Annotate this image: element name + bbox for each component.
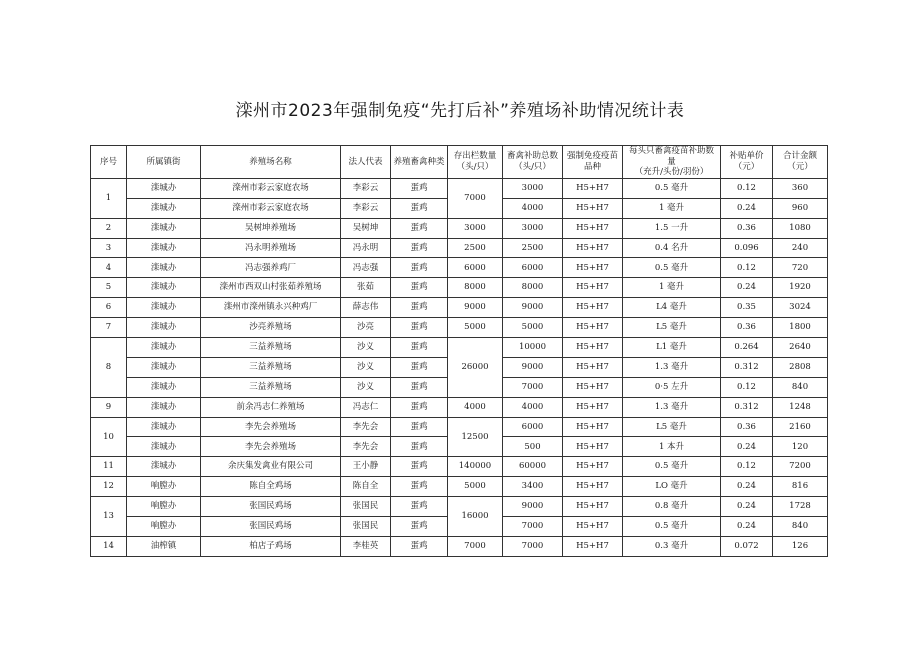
- cell-type: 蛋鸡: [391, 218, 448, 238]
- header-stock: [448, 146, 503, 179]
- cell-town: 响膛办: [127, 477, 201, 497]
- cell-farm: 三益养殖场: [201, 338, 341, 358]
- header-vaccine: [563, 146, 623, 179]
- cell-stock: 8000: [448, 278, 503, 298]
- cell-total: 7000: [503, 517, 563, 537]
- cell-dose: 1 毫升: [623, 198, 721, 218]
- cell-amount: 126: [773, 536, 828, 556]
- cell-town: 响膛办: [127, 497, 201, 517]
- cell-amount: 360: [773, 178, 828, 198]
- cell-dose: 0.4 名升: [623, 238, 721, 258]
- cell-total: 3000: [503, 218, 563, 238]
- cell-seq: 6: [91, 298, 127, 318]
- cell-dose: 0.5 毫升: [623, 517, 721, 537]
- cell-dose: LO 毫升: [623, 477, 721, 497]
- cell-rep: 李彩云: [341, 198, 391, 218]
- cell-price: 0.24: [721, 437, 773, 457]
- header-amount-line2: （元）: [787, 161, 813, 172]
- cell-type: 蛋鸡: [391, 397, 448, 417]
- cell-price: 0.072: [721, 536, 773, 556]
- cell-amount: 960: [773, 198, 828, 218]
- cell-type: 蛋鸡: [391, 258, 448, 278]
- cell-stock: 6000: [448, 258, 503, 278]
- cell-farm: 滦州市西双山村张茹养殖场: [201, 278, 341, 298]
- cell-farm: 张国民鸡场: [201, 497, 341, 517]
- cell-farm: 沙亮养殖场: [201, 318, 341, 338]
- cell-vaccine: H5+H7: [563, 238, 623, 258]
- cell-seq: 3: [91, 238, 127, 258]
- cell-price: 0.12: [721, 377, 773, 397]
- cell-town: 滦城办: [127, 238, 201, 258]
- cell-farm: 冯永明养殖场: [201, 238, 341, 258]
- cell-type: 蛋鸡: [391, 497, 448, 517]
- cell-seq: 10: [91, 417, 127, 457]
- cell-farm: 张国民鸡场: [201, 517, 341, 537]
- cell-price: 0.24: [721, 517, 773, 537]
- header-total-line1: 畜禽补助总数: [506, 151, 558, 162]
- cell-town: 滦城办: [127, 278, 201, 298]
- header-town: 所属镇街: [127, 146, 201, 179]
- cell-type: 蛋鸡: [391, 437, 448, 457]
- cell-total: 7000: [503, 536, 563, 556]
- table-row: [91, 457, 828, 477]
- cell-type: 蛋鸡: [391, 238, 448, 258]
- cell-rep: 冯志仁: [341, 397, 391, 417]
- cell-stock: 5000: [448, 318, 503, 338]
- table-row: [91, 417, 828, 437]
- cell-seq: 13: [91, 497, 127, 537]
- cell-stock: 140000: [448, 457, 503, 477]
- cell-rep: 沙亮: [341, 318, 391, 338]
- cell-farm: 冯志强养鸡厂: [201, 258, 341, 278]
- cell-town: 响膛办: [127, 517, 201, 537]
- cell-town: 滦城办: [127, 218, 201, 238]
- cell-total: 500: [503, 437, 563, 457]
- cell-rep: 薛志伟: [341, 298, 391, 318]
- page-title: 滦州市2023年强制免疫“先打后补”养殖场补助情况统计表: [235, 101, 685, 121]
- cell-vaccine: H5+H7: [563, 437, 623, 457]
- cell-farm: 柏店子鸡场: [201, 536, 341, 556]
- cell-rep: 陈自全: [341, 477, 391, 497]
- cell-amount: 1920: [773, 278, 828, 298]
- cell-total: 4000: [503, 198, 563, 218]
- cell-price: 0.264: [721, 338, 773, 358]
- cell-type: 蛋鸡: [391, 278, 448, 298]
- cell-rep: 王小静: [341, 457, 391, 477]
- cell-seq: 12: [91, 477, 127, 497]
- cell-vaccine: H5+H7: [563, 397, 623, 417]
- cell-total: 3400: [503, 477, 563, 497]
- cell-rep: 张茹: [341, 278, 391, 298]
- cell-total: 9000: [503, 298, 563, 318]
- cell-rep: 吴树坤: [341, 218, 391, 238]
- cell-vaccine: H5+H7: [563, 278, 623, 298]
- cell-seq: 4: [91, 258, 127, 278]
- cell-rep: 冯志强: [341, 258, 391, 278]
- cell-total: 10000: [503, 338, 563, 358]
- cell-price: 0.312: [721, 357, 773, 377]
- cell-dose: L1 毫升: [623, 338, 721, 358]
- cell-dose: 1.5 一升: [623, 218, 721, 238]
- cell-rep: 沙义: [341, 377, 391, 397]
- cell-dose: 0.8 毫升: [623, 497, 721, 517]
- cell-dose: 0.3 毫升: [623, 536, 721, 556]
- table-body: [91, 178, 828, 556]
- cell-price: 0.24: [721, 497, 773, 517]
- cell-dose: 0.5 毫升: [623, 258, 721, 278]
- cell-vaccine: H5+H7: [563, 536, 623, 556]
- cell-type: 蛋鸡: [391, 198, 448, 218]
- cell-vaccine: H5+H7: [563, 318, 623, 338]
- cell-amount: 2808: [773, 357, 828, 377]
- cell-stock: 16000: [448, 497, 503, 537]
- cell-amount: 840: [773, 517, 828, 537]
- cell-amount: 816: [773, 477, 828, 497]
- cell-amount: 1080: [773, 218, 828, 238]
- cell-amount: 720: [773, 258, 828, 278]
- header-row: [91, 146, 828, 179]
- header-total: [503, 146, 563, 179]
- table-row: [91, 218, 828, 238]
- header-dose: [623, 146, 721, 179]
- cell-town: 滦城办: [127, 457, 201, 477]
- cell-rep: 李彩云: [341, 178, 391, 198]
- cell-type: 蛋鸡: [391, 417, 448, 437]
- cell-type: 蛋鸡: [391, 357, 448, 377]
- cell-farm: 滦州市滦州镇永兴种鸡厂: [201, 298, 341, 318]
- cell-price: 0.312: [721, 397, 773, 417]
- cell-stock: 5000: [448, 477, 503, 497]
- header-amount-line1: 合计金额: [782, 151, 817, 162]
- cell-vaccine: H5+H7: [563, 457, 623, 477]
- table-row: [91, 178, 828, 198]
- cell-farm: 滦州市彩云家庭农场: [201, 178, 341, 198]
- cell-rep: 张国民: [341, 497, 391, 517]
- cell-town: 滦城办: [127, 298, 201, 318]
- cell-vaccine: H5+H7: [563, 178, 623, 198]
- cell-seq: 7: [91, 318, 127, 338]
- cell-price: 0.096: [721, 238, 773, 258]
- cell-price: 0.12: [721, 258, 773, 278]
- cell-vaccine: H5+H7: [563, 497, 623, 517]
- cell-price: 0.24: [721, 198, 773, 218]
- cell-rep: 李先会: [341, 437, 391, 457]
- cell-farm: 前余冯志仁养殖场: [201, 397, 341, 417]
- cell-seq: 8: [91, 338, 127, 398]
- cell-farm: 陈自全鸡场: [201, 477, 341, 497]
- cell-rep: 张国民: [341, 517, 391, 537]
- cell-rep: 沙义: [341, 357, 391, 377]
- cell-amount: 240: [773, 238, 828, 258]
- cell-price: 0.24: [721, 477, 773, 497]
- cell-rep: 李桂英: [341, 536, 391, 556]
- cell-stock: 4000: [448, 397, 503, 417]
- cell-dose: 0.5 毫升: [623, 457, 721, 477]
- cell-farm: 滦州市彩云家庭农场: [201, 198, 341, 218]
- cell-price: 0.36: [721, 417, 773, 437]
- cell-town: 滦城办: [127, 417, 201, 437]
- cell-seq: 14: [91, 536, 127, 556]
- cell-vaccine: H5+H7: [563, 417, 623, 437]
- cell-dose: 1 本升: [623, 437, 721, 457]
- cell-type: 蛋鸡: [391, 457, 448, 477]
- cell-rep: 冯永明: [341, 238, 391, 258]
- header-dose-line1: 每头只畜禽疫苗补助数量: [628, 146, 714, 167]
- cell-stock: 9000: [448, 298, 503, 318]
- cell-town: 滦城办: [127, 437, 201, 457]
- cell-amount: 840: [773, 377, 828, 397]
- cell-farm: 李先会养殖场: [201, 417, 341, 437]
- cell-town: 滦城办: [127, 377, 201, 397]
- cell-seq: 5: [91, 278, 127, 298]
- cell-seq: 2: [91, 218, 127, 238]
- cell-town: 滦城办: [127, 258, 201, 278]
- header-stock-line1: 存出栏数量: [453, 151, 497, 162]
- cell-amount: 2160: [773, 417, 828, 437]
- cell-total: 9000: [503, 357, 563, 377]
- cell-town: 滦城办: [127, 357, 201, 377]
- cell-price: 0.24: [721, 278, 773, 298]
- cell-total: 7000: [503, 377, 563, 397]
- header-dose-line2: （充升/头份/羽份）: [634, 167, 709, 178]
- cell-town: 滦城办: [127, 397, 201, 417]
- header-seq: 序号: [91, 146, 127, 179]
- cell-amount: 1248: [773, 397, 828, 417]
- subsidy-table: [90, 145, 828, 557]
- cell-vaccine: H5+H7: [563, 218, 623, 238]
- cell-total: 6000: [503, 258, 563, 278]
- cell-dose: L4 毫升: [623, 298, 721, 318]
- table-row: [91, 477, 828, 497]
- cell-stock: 2500: [448, 238, 503, 258]
- cell-type: 蛋鸡: [391, 536, 448, 556]
- table-row: [91, 318, 828, 338]
- cell-stock: 12500: [448, 417, 503, 457]
- cell-total: 8000: [503, 278, 563, 298]
- cell-seq: 9: [91, 397, 127, 417]
- cell-type: 蛋鸡: [391, 517, 448, 537]
- cell-type: 蛋鸡: [391, 477, 448, 497]
- cell-stock: 7000: [448, 536, 503, 556]
- cell-seq: 1: [91, 178, 127, 218]
- cell-type: 蛋鸡: [391, 338, 448, 358]
- header-amount: [773, 146, 828, 179]
- cell-price: 0.36: [721, 218, 773, 238]
- cell-dose: 1.3 毫升: [623, 397, 721, 417]
- cell-total: 5000: [503, 318, 563, 338]
- cell-farm: 三益养殖场: [201, 377, 341, 397]
- cell-total: 2500: [503, 238, 563, 258]
- cell-vaccine: H5+H7: [563, 258, 623, 278]
- cell-dose: 1 毫升: [623, 278, 721, 298]
- cell-rep: 沙义: [341, 338, 391, 358]
- cell-town: 油榨镇: [127, 536, 201, 556]
- cell-type: 蛋鸡: [391, 318, 448, 338]
- table-row: [91, 258, 828, 278]
- cell-seq: 11: [91, 457, 127, 477]
- cell-stock: 26000: [448, 338, 503, 398]
- cell-farm: 三益养殖场: [201, 357, 341, 377]
- header-price-line2: （元）: [733, 161, 760, 172]
- table-row: [91, 298, 828, 318]
- table-row: [91, 338, 828, 358]
- header-vaccine-line2: 品种: [583, 161, 601, 172]
- cell-dose: 0·5 左升: [623, 377, 721, 397]
- table-row: [91, 536, 828, 556]
- cell-farm: 余庆集发禽业有限公司: [201, 457, 341, 477]
- cell-vaccine: H5+H7: [563, 298, 623, 318]
- cell-dose: L5 毫升: [623, 318, 721, 338]
- cell-dose: 1.3 毫升: [623, 357, 721, 377]
- cell-amount: 1800: [773, 318, 828, 338]
- cell-town: 滦城办: [127, 198, 201, 218]
- cell-vaccine: H5+H7: [563, 477, 623, 497]
- cell-amount: 7200: [773, 457, 828, 477]
- cell-vaccine: H5+H7: [563, 357, 623, 377]
- table-row: [91, 238, 828, 258]
- header-rep: 法人代表: [341, 146, 391, 179]
- cell-total: 4000: [503, 397, 563, 417]
- header-vaccine-line1: 强制免疫疫苗: [566, 151, 618, 162]
- cell-rep: 李先会: [341, 417, 391, 437]
- cell-amount: 120: [773, 437, 828, 457]
- cell-total: 9000: [503, 497, 563, 517]
- cell-type: 蛋鸡: [391, 298, 448, 318]
- cell-price: 0.35: [721, 298, 773, 318]
- cell-total: 3000: [503, 178, 563, 198]
- header-farm: 养殖场名称: [201, 146, 341, 179]
- header-total-line2: （头/只）: [514, 161, 551, 172]
- cell-amount: 2640: [773, 338, 828, 358]
- cell-town: 滦城办: [127, 178, 201, 198]
- table-row: [91, 397, 828, 417]
- cell-type: 蛋鸡: [391, 178, 448, 198]
- cell-vaccine: H5+H7: [563, 338, 623, 358]
- cell-total: 6000: [503, 417, 563, 437]
- cell-vaccine: H5+H7: [563, 198, 623, 218]
- cell-farm: 吴树坤养殖场: [201, 218, 341, 238]
- header-price: [721, 146, 773, 179]
- cell-town: 滦城办: [127, 338, 201, 358]
- cell-dose: 0.5 毫升: [623, 178, 721, 198]
- table-row: [91, 497, 828, 517]
- header-type: 养殖畜禽种类: [391, 146, 448, 179]
- cell-vaccine: H5+H7: [563, 377, 623, 397]
- cell-vaccine: H5+H7: [563, 517, 623, 537]
- cell-type: 蛋鸡: [391, 377, 448, 397]
- cell-dose: L5 毫升: [623, 417, 721, 437]
- cell-amount: 1728: [773, 497, 828, 517]
- cell-price: 0.12: [721, 457, 773, 477]
- cell-stock: 3000: [448, 218, 503, 238]
- table-row: [91, 278, 828, 298]
- cell-stock: 7000: [448, 178, 503, 218]
- cell-farm: 李先会养殖场: [201, 437, 341, 457]
- cell-total: 60000: [503, 457, 563, 477]
- cell-town: 滦城办: [127, 318, 201, 338]
- header-price-line1: 补贴单价: [729, 151, 764, 162]
- cell-price: 0.36: [721, 318, 773, 338]
- header-stock-line2: （头/只）: [456, 161, 494, 172]
- cell-amount: 3024: [773, 298, 828, 318]
- cell-price: 0.12: [721, 178, 773, 198]
